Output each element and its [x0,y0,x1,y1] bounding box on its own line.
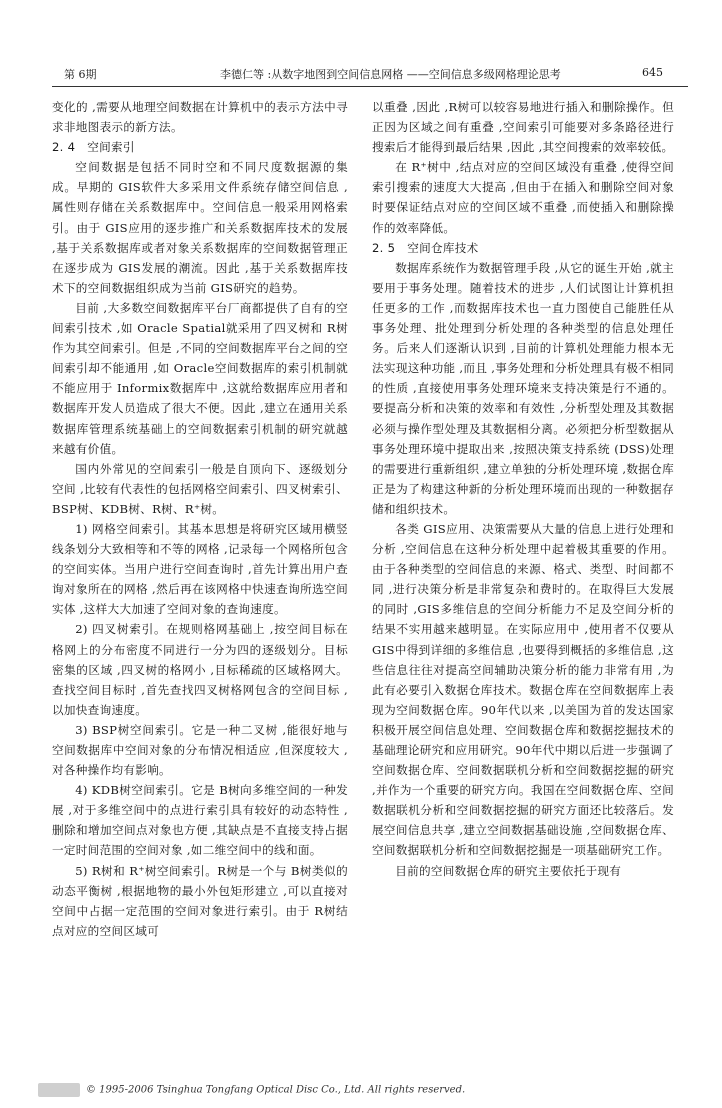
header-rule [52,86,688,87]
issue-label: 第 6期 [64,68,97,81]
body-paragraph: 各类 GIS应用、决策需要从大量的信息上进行处理和分析 ,空间信息在这种分析处理中起着极其重要的作用。由于各种类型的空间信息的来源、格式、类型、时间都不同 ,进行决策分析是非常复杂和费时的。在取得巨大发展的同时 ,GIS多维信息的空间分析能力不足及空间分析的结果不实用越来越明显。在实际应用中 ,使用者不仅要从 GIS中得到详细的多维信息 ,也要得到概括的多维信息 ,这些信息往往对提高空间辅助决策分析的能力非常有用 ,为此有必要引入数据仓库技术。数据仓库在空间数据库上表现为空间数据仓库。90年代以来 ,以美国为首的发达国家积极开展空间信息处理、空间数据仓库和数据挖掘技术的基础理论研究和应用研究。90年代中期以后进一步强调了空间数据仓库、空间数据联机分析和空间数据挖掘的研究 ,并作为一个重要的研究方向。我国在空间数据仓库、空间数据联机分析和空间数据挖掘的研究方面还比较落后。发展空间信息共享 ,建立空间数据基础设施 ,空间数据仓库、空间数据联机分析和空间数据挖掘是一项基础研究工作。 [372,521,674,858]
body-paragraph: 空间数据是包括不同时空和不同尺度数据源的集成。早期的 GIS软件大多采用文件系统存储空间信息 ,属性则存储在关系数据库中。空间信息一般采用网格索引。由于 GIS应用的逐步推广和关系数据库技术的发展 ,基于关系数据库或者对象关系数据库的空间数据管理正在逐步成为 GIS发展的潮流。因此 ,基于关系数据库技术下的空间数据组织成为当前 GIS研究的趋势。 [52,160,348,295]
body-paragraph: 在 R⁺树中 ,结点对应的空间区域没有重叠 ,使得空间索引搜索的速度大大提高 ,但由于在插入和删除空间对象时要保证结点对应的空间区域不重叠 ,而使插入和删除操作的效率降低。 [372,160,674,235]
body-paragraph: 1) 网格空间索引。其基本思想是将研究区域用横竖线条划分大致相等和不等的网格 ,记录每一个网格所包含的空间实体。当用户进行空间查询时 ,首先计算出用户查询对象所在的网格 ,然后再在该网格中快速查询所选空间实体 ,这样大大加速了空间对象的查询速度。 [52,521,348,617]
body-paragraph: 4) KDB树空间索引。它是 B树向多维空间的一种发展 ,对于多维空间中的点进行索引具有较好的动态特性 ,删除和增加空间点对象也方便 ,其缺点是不直接支持占据一定时间范围的空间对象 ,如二维空间中的线和面。 [52,783,348,858]
body-paragraph: 变化的 ,需要从地理空间数据在计算机中的表示方法中寻求非地图表示的新方法。 [52,100,348,135]
body-paragraph: 以重叠 ,因此 ,R树可以较容易地进行插入和删除操作。但正因为区域之间有重叠 ,空间索引可能要对多条路径进行搜索后才能得到最后结果 ,因此 ,其空间搜索的效率较低。 [372,100,674,155]
body-paragraph: 目前 ,大多数空间数据库平台厂商都提供了自有的空间索引技术 ,如 Oracle Spatial就采用了四叉树和 R树作为其空间索引。但是 ,不同的空间数据库平台之间的空间索引却不能通用 ,如 Oracle空间数据库的索引机制就不能应用于 Informix数据库中 ,这就给数据库应用者和数据库开发人员造成了很大不便。因此 ,建立在通用关系数据库管理系统基础上的空间数据索引机制的研究就越来越有价值。 [52,300,348,456]
page-number: 645 [642,66,663,79]
right-column [372,97,674,881]
body-paragraph: 目前的空间数据仓库的研究主要依托于现有 [395,863,622,878]
body-paragraph: 5) R树和 R⁺树空间索引。R树是一个与 B树类似的动态平衡树 ,根据地物的最小外包矩形建立 ,可以直接对空间中占据一定范围的空间对象进行索引。由于 R树结点对应的空间区域可 [52,863,348,938]
copyright-footer [38,1083,465,1097]
left-column [52,97,348,941]
section-heading: 2. 5 空间仓库技术 [372,240,479,255]
publisher-logo-icon [38,1083,80,1097]
body-paragraph: 国内外常见的空间索引一般是自顶向下、逐级划分空间 ,比较有代表性的包括网格空间索引、四叉树索引、BSP树、KDB树、R树、R⁺树。 [52,461,348,516]
copyright-text: © 1995-2006 Tsinghua Tongfang Optical Disc Co., Ltd. All rights reserved. [86,1084,466,1096]
body-paragraph: 2) 四叉树索引。在规则格网基础上 ,按空间目标在格网上的分布密度不同进行一分为四的逐级划分。目标密集的区域 ,四叉树的格网小 ,目标稀疏的区域格网大。查找空间目标时 ,首先查找四叉树格网包含的空间目标 ,以加快查询速度。 [52,622,348,717]
section-heading: 2. 4 空间索引 [52,140,135,155]
body-paragraph: 数据库系统作为数据管理手段 ,从它的诞生开始 ,就主要用于事务处理。随着技术的进步 ,人们试图让计算机担任更多的工作 ,而数据库技术也一直力图使自己能胜任从事务处理、批处理到分析处理的各种类型的信息处理任务。后来人们逐渐认识到 ,目前的计算机处理能力根本无法实现这种功能 ,而且 ,事务处理和分析处理具有极不相同的性质 ,直接使用事务处理环境来支持决策是行不通的。要提高分析和决策的效率和有效性 ,分析型处理及其数据必须与操作型处理及其数据相分离。必须把分析型数据从事务处理环境中提取出来 ,按照决策支持系统 (DSS)处理的需要进行重新组织 ,建立单独的分析处理环境 ,数据仓库正是为了构建这种新的分析处理环境而出现的一种数据存储和组织技术。 [372,260,674,516]
running-header [52,66,688,82]
body-paragraph: 3) BSP树空间索引。它是一种二叉树 ,能很好地与空间数据库中空间对象的分布情况相适应 ,但深度较大 ,对各种操作均有影响。 [52,722,348,778]
running-title: 李德仁等 :从数字地图到空间信息网格 ——空间信息多级网格理论思考 [220,68,561,81]
